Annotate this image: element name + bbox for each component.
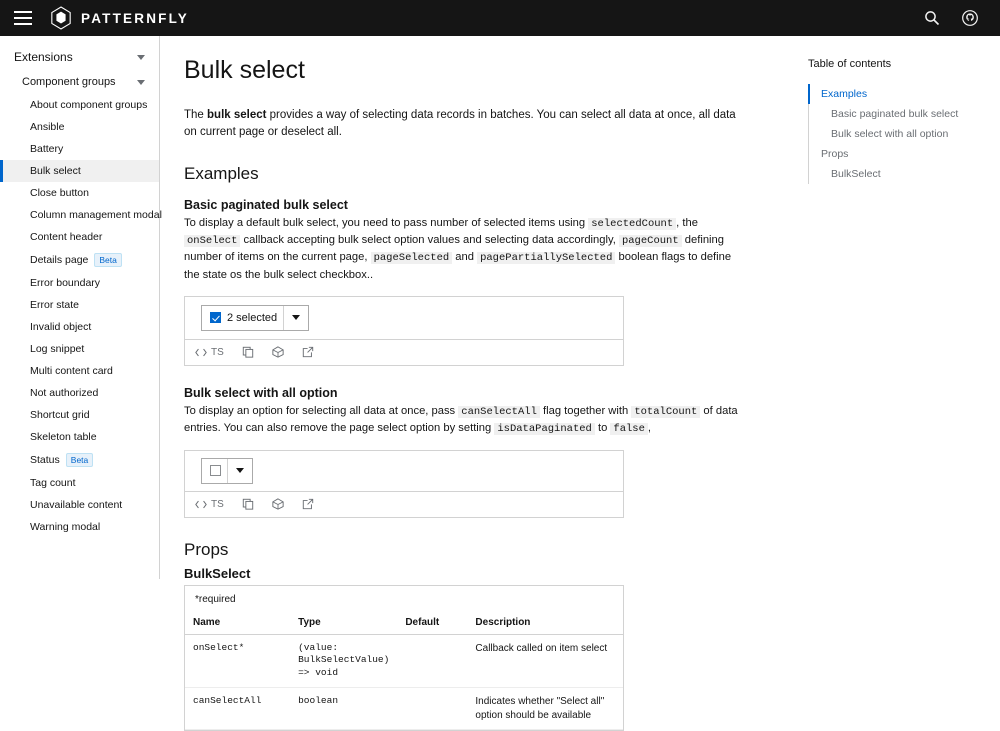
toolbar-label: TS	[211, 498, 224, 510]
sidebar-item-label: About component groups	[30, 99, 148, 111]
sidebar-item-label: Skeleton table	[30, 431, 97, 443]
masthead	[0, 0, 1000, 36]
brand-logo[interactable]	[50, 6, 189, 30]
sidebar-item-status[interactable]	[0, 448, 159, 472]
sidebar-item-label: Shortcut grid	[30, 409, 90, 421]
sidebar-item-label: Error state	[30, 299, 80, 311]
sidebar-item-label: Bulk select	[30, 165, 81, 177]
desc-text: boolean flags to define the state os the bulk select checkbox..	[184, 251, 732, 281]
bulk-select-label: 2 selected	[227, 311, 278, 324]
toc-item-basic-paginated-bulk-select[interactable]: Basic paginated bulk select	[831, 108, 959, 120]
sidebar-item-ansible[interactable]	[0, 116, 159, 138]
sidebar-item-label: Error boundary	[30, 277, 101, 289]
desc-text: ,	[647, 422, 652, 435]
bulk-select-checkbox[interactable]	[210, 312, 221, 323]
sidebar-item-close-button[interactable]	[0, 182, 159, 204]
sidebar-section-extensions[interactable]	[0, 44, 159, 70]
copy-button[interactable]	[242, 346, 254, 358]
sidebar-item-label: Not authorized	[30, 387, 99, 399]
example1-preview	[184, 296, 624, 340]
column-header-default: Default	[397, 611, 467, 635]
toc-list	[808, 84, 984, 184]
bulk-select-toggle[interactable]	[283, 306, 308, 330]
sidebar-item-label: Close button	[30, 187, 89, 199]
sidebar-item-bulk-select[interactable]	[0, 160, 159, 182]
sidebar-section-label: Component groups	[22, 76, 116, 88]
sidebar-item-label: Status	[30, 454, 60, 466]
toolbar-label: TS	[211, 346, 224, 358]
sidebar-item-label: Invalid object	[30, 321, 92, 333]
sidebar-item-details-page[interactable]	[0, 248, 159, 272]
cell-default	[397, 688, 467, 730]
toc-item-bulkselect[interactable]: BulkSelect	[831, 168, 881, 180]
desc-text: to	[594, 422, 611, 435]
bulk-select-control[interactable]	[201, 458, 253, 484]
props-subheading: BulkSelect	[184, 565, 251, 581]
brand-text: PATTERNFLY	[81, 10, 190, 26]
page-body	[0, 36, 1000, 721]
inline-code: pageCount	[619, 235, 682, 247]
intro-bold: bulk select	[207, 109, 267, 121]
example1-heading: Basic paginated bulk select	[184, 197, 348, 212]
toc-item-bulk-select-with-all-option[interactable]: Bulk select with all option	[831, 128, 949, 140]
sidebar-item-warning-modal[interactable]	[0, 516, 159, 538]
desc-text: To display a default bulk select, you need to pass number of selected items using	[184, 216, 589, 229]
sidebar-item-label: Warning modal	[30, 521, 101, 533]
desc-text: defining number of items on the current page,	[184, 233, 724, 264]
search-icon[interactable]	[924, 10, 940, 26]
codesandbox-button[interactable]	[272, 346, 284, 358]
sidebar-item-error-state[interactable]	[0, 294, 159, 316]
bulk-select-checkbox[interactable]	[210, 465, 221, 476]
chevron-down-icon	[236, 468, 244, 473]
sidebar-item-label: Multi content card	[30, 365, 113, 377]
codesandbox-icon	[272, 346, 284, 358]
table-row	[185, 634, 623, 687]
sidebar-item-unavailable-content[interactable]	[0, 494, 159, 516]
bulk-select-checkbox-area[interactable]	[202, 312, 283, 324]
cell-type: boolean	[290, 688, 397, 730]
cell-name: onSelect*	[185, 634, 290, 687]
example2-toolbar	[184, 492, 624, 518]
sidebar-item-shortcut-grid[interactable]	[0, 404, 159, 426]
desc-text: and	[452, 251, 478, 264]
toc-title: Table of contents	[808, 58, 892, 70]
status-badge: Beta	[94, 253, 122, 267]
sidebar-item-label: Content header	[30, 231, 103, 243]
toggle-code-ts-button[interactable]	[195, 499, 224, 510]
external-link-icon	[302, 498, 314, 510]
chevron-down-icon	[137, 80, 145, 85]
sidebar-item-multi-content-card[interactable]	[0, 360, 159, 382]
cell-description: Callback called on item select	[467, 634, 623, 687]
inline-code: onSelect	[184, 235, 240, 247]
desc-text: , the	[676, 216, 698, 229]
table-row	[185, 688, 623, 730]
desc-text: flag together with	[539, 404, 632, 417]
status-badge: Beta	[66, 453, 94, 467]
masthead-actions	[924, 10, 978, 26]
patternfly-logo-icon	[50, 6, 72, 30]
chevron-down-icon	[292, 315, 300, 320]
toc-item-examples[interactable]: Examples	[808, 84, 984, 104]
desc-text: To display an option for selecting all data at once, pass	[184, 404, 459, 417]
chevron-down-icon	[137, 55, 145, 60]
sidebar-item-error-boundary[interactable]	[0, 272, 159, 294]
page-title: Bulk select	[184, 56, 305, 84]
sidebar-section-component-groups[interactable]	[0, 70, 159, 94]
props-table	[185, 611, 623, 730]
sidebar-item-about-component-groups[interactable]	[0, 94, 159, 116]
bulk-select-toggle[interactable]	[227, 459, 252, 483]
desc-text: of data entries. You can also remove the page select option by setting	[184, 404, 738, 435]
cell-default	[397, 634, 467, 687]
example2-preview	[184, 450, 624, 492]
code-ts-icon	[195, 347, 207, 358]
copy-icon	[242, 498, 254, 510]
sidebar-item-label: Column management modal	[30, 209, 162, 221]
open-in-editor-button[interactable]	[302, 346, 314, 358]
inline-code: canSelectAll	[458, 406, 540, 418]
codesandbox-icon	[272, 498, 284, 510]
github-icon[interactable]	[962, 10, 978, 26]
sidebar-item-label: Unavailable content	[30, 499, 123, 511]
main-content	[160, 36, 800, 721]
inline-code: selectedCount	[588, 218, 676, 230]
sidebar-item-label: Details page	[30, 254, 89, 266]
copy-icon	[242, 346, 254, 358]
props-table-container	[184, 585, 624, 731]
sidebar	[0, 36, 160, 579]
codesandbox-button[interactable]	[272, 498, 284, 510]
example2-description	[184, 403, 744, 438]
toggle-code-ts-button[interactable]	[195, 347, 224, 358]
intro-text-2: provides a way of selecting data records in batches. You can select all data at once, all data on current page or deselect all.	[184, 109, 736, 139]
open-in-editor-button[interactable]	[302, 498, 314, 510]
table-of-contents	[800, 36, 1000, 579]
inline-code: false	[610, 423, 648, 435]
sidebar-item-not-authorized[interactable]	[0, 382, 159, 404]
sidebar-item-battery[interactable]	[0, 138, 159, 160]
content-area	[160, 36, 1000, 721]
intro-text-1: The	[184, 109, 208, 121]
hamburger-icon[interactable]	[14, 11, 32, 25]
cell-description: Indicates whether "Select all" option should be available	[467, 688, 623, 730]
copy-button[interactable]	[242, 498, 254, 510]
sidebar-item-invalid-object[interactable]	[0, 316, 159, 338]
sidebar-item-skeleton-table[interactable]	[0, 426, 159, 448]
intro-paragraph	[184, 107, 744, 142]
example1-description	[184, 215, 744, 284]
example2-heading: Bulk select with all option	[184, 385, 338, 400]
sidebar-item-content-header[interactable]	[0, 226, 159, 248]
sidebar-section-label: Extensions	[14, 50, 73, 64]
toc-item-props[interactable]: Props	[821, 148, 849, 160]
inline-code: pageSelected	[371, 252, 453, 264]
column-header-type: Type	[290, 611, 397, 635]
column-header-name: Name	[185, 611, 290, 635]
examples-heading: Examples	[184, 163, 259, 183]
sidebar-item-label: Tag count	[30, 477, 76, 489]
desc-text: callback accepting bulk select option values and selecting data accordingly,	[240, 233, 619, 246]
column-header-description: Description	[467, 611, 623, 635]
props-heading: Props	[184, 539, 229, 559]
external-link-icon	[302, 346, 314, 358]
code-ts-icon	[195, 499, 207, 510]
sidebar-item-label: Ansible	[30, 121, 65, 133]
bulk-select-checkbox-area[interactable]	[202, 465, 227, 476]
cell-type: (value: BulkSelectValue) => void	[290, 634, 397, 687]
cell-name: canSelectAll	[185, 688, 290, 730]
sidebar-item-tag-count[interactable]	[0, 472, 159, 494]
example1-toolbar	[184, 340, 624, 366]
sidebar-item-column-management-modal[interactable]	[0, 204, 162, 226]
bulk-select-control[interactable]	[201, 305, 309, 331]
sidebar-item-label: Log snippet	[30, 343, 85, 355]
sidebar-item-log-snippet[interactable]	[0, 338, 159, 360]
required-note: *required	[195, 593, 236, 605]
table-header-row	[185, 611, 623, 635]
inline-code: pagePartiallySelected	[477, 252, 615, 264]
sidebar-item-label: Battery	[30, 143, 64, 155]
inline-code: totalCount	[631, 406, 700, 418]
inline-code: isDataPaginated	[494, 423, 595, 435]
